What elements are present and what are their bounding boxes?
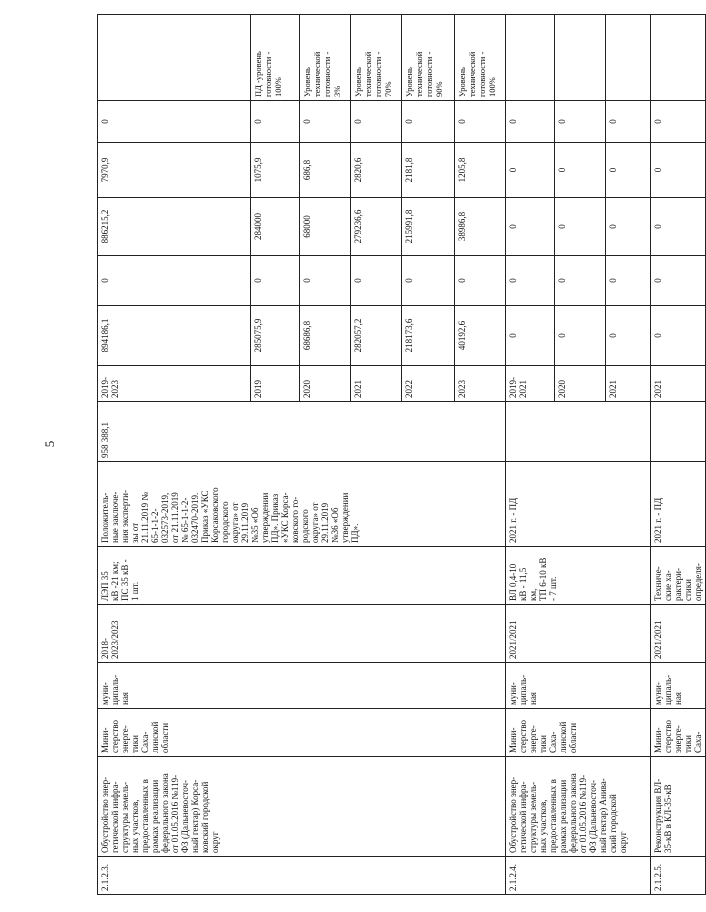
project-documents: 2021 г. - ПД [506,462,651,547]
local-amount: 2181,8 [402,143,455,198]
rotated-table-container [97,15,703,895]
total-amount: 285075,9 [251,306,300,366]
row-number: 2.1.2.5. [651,857,706,895]
financing-year: 2020 [555,366,606,402]
table-row [651,15,706,895]
other-amount: 0 [251,101,300,143]
regional-amount: 68000 [300,198,351,256]
financing-year: 2021 [606,366,651,402]
federal-amount: 0 [506,256,555,306]
page-number: 5 [42,440,57,448]
federal-amount: 0 [402,256,455,306]
regional-amount: 215991,8 [402,198,455,256]
total-amount: 0 [651,306,706,366]
local-amount: 1205,8 [455,143,506,198]
estimated-cost: 958 388,1 [98,402,506,462]
construction-years: 2021/2021 [651,605,706,663]
total-amount: 894186,1 [98,306,251,366]
regional-amount: 38986,8 [455,198,506,256]
local-amount: 1075,9 [251,143,300,198]
federal-amount: 0 [251,256,300,306]
readiness-note: ПД -уровень готовности - 100% [251,15,300,101]
ownership-form: муни- ципаль- ная [506,663,651,709]
financing-period: 2019- 2023 [98,366,251,402]
readiness-note: Уровень технической готовности - 100% [455,15,506,101]
project-documents: Положитель- ные заключе- ния эксперти- зы от 21.11.2019 № 65-1-1-2- 032573-2019, от 21.11.2019 № 65-1-1-2- 032470-2019. Приказ «УКС Корсаковского городского округа» от 29.11.2019 №35 «Об утверждении ПД». Приказ «УКС Корса- ковского го- родского округа» от 29.11.2019 №36 «Об утверждении ПД». [98,462,506,547]
other-amount: 0 [455,101,506,143]
regional-amount: 284000 [251,198,300,256]
financing-year: 2021 [351,366,402,402]
document-sheet [97,15,703,895]
other-amount: 0 [555,101,606,143]
other-amount: 0 [506,101,555,143]
readiness-note [506,15,555,101]
financing-year: 2019 [251,366,300,402]
regional-amount: 886215,2 [98,198,251,256]
estimated-cost [506,402,651,462]
financing-year: 2022 [402,366,455,402]
total-amount: 68686,8 [300,306,351,366]
local-amount: 0 [606,143,651,198]
local-amount: 2820,6 [351,143,402,198]
ownership-form: муни- ципаль- ная [98,663,506,709]
program-table [97,14,706,895]
local-amount: 0 [651,143,706,198]
construction-years: 2021/2021 [506,605,651,663]
project-documents: 2021 г. - ПД [651,462,706,547]
total-amount: 218173,6 [402,306,455,366]
readiness-note [651,15,706,101]
capacity: ЛЭП 35 кВ -21 км; ПС 35 кВ - 1 шт. [98,547,506,605]
local-amount: 0 [506,143,555,198]
financing-period: 2021 [651,366,706,402]
regional-amount: 279236,6 [351,198,402,256]
federal-amount: 0 [455,256,506,306]
regional-amount: 0 [555,198,606,256]
object-name: Обустройство энер- гетической инфра- структуры земель- ных участков, предоставленных в рамках реализации федерального закона от 01.05.2016 №119- ФЗ (Дальневосточ- ный гектар) Корса- ковский городской округ [98,757,506,857]
object-name: Обустройство энер- гетической инфра- структуры земель- ных участков, предоставленных в рамках реализации федерального закона от 01.05.2016 №119- ФЗ (Дальневосточ- ный гектар) Анива- ский городской округ [506,757,651,857]
regional-amount: 0 [506,198,555,256]
readiness-note [555,15,606,101]
readiness-note: Уровень технической готовности - 3% [300,15,351,101]
row-number: 2.1.2.3. [98,857,506,895]
total-amount: 0 [606,306,651,366]
financing-period: 2019- 2021 [506,366,555,402]
readiness-note [98,15,251,101]
federal-amount: 0 [351,256,402,306]
total-amount: 40192,6 [455,306,506,366]
responsible-ministry: Мини- стерство энерге- тики Саха- линской области [506,709,651,757]
readiness-note: Уровень технической готовности - 90% [402,15,455,101]
readiness-note: Уровень технической готовности - 70% [351,15,402,101]
table-row [506,15,555,895]
total-amount: 282057,2 [351,306,402,366]
other-amount: 0 [300,101,351,143]
local-amount: 7970,9 [98,143,251,198]
other-amount: 0 [402,101,455,143]
row-number: 2.1.2.4. [506,857,651,895]
local-amount: 0 [555,143,606,198]
capacity: ВЛ 0,4-10 кВ - 11,5 км, ТП 6-10 кВ - 7 шт. [506,547,651,605]
regional-amount: 0 [606,198,651,256]
responsible-ministry: Мини- стерство энерге- тики Саха- [651,709,706,757]
other-amount: 0 [651,101,706,143]
federal-amount: 0 [606,256,651,306]
regional-amount: 0 [651,198,706,256]
local-amount: 686,8 [300,143,351,198]
federal-amount: 0 [651,256,706,306]
total-amount: 0 [506,306,555,366]
readiness-note [606,15,651,101]
federal-amount: 0 [300,256,351,306]
financing-year: 2020 [300,366,351,402]
construction-years: 2018- 2023/2023 [98,605,506,663]
object-name: Реконструкция ВЛ- 35-кВ в КЛ-35-кВ [651,757,706,857]
responsible-ministry: Мини- стерство энерге- тики Саха- линской области [98,709,506,757]
other-amount: 0 [606,101,651,143]
federal-amount: 0 [555,256,606,306]
federal-amount: 0 [98,256,251,306]
financing-year: 2023 [455,366,506,402]
other-amount: 0 [98,101,251,143]
capacity: Техниче- ские ха- рактери- стики определя- [651,547,706,605]
total-amount: 0 [555,306,606,366]
estimated-cost [651,402,706,462]
ownership-form: муни- ципаль- ная [651,663,706,709]
other-amount: 0 [351,101,402,143]
table-row [98,15,251,895]
